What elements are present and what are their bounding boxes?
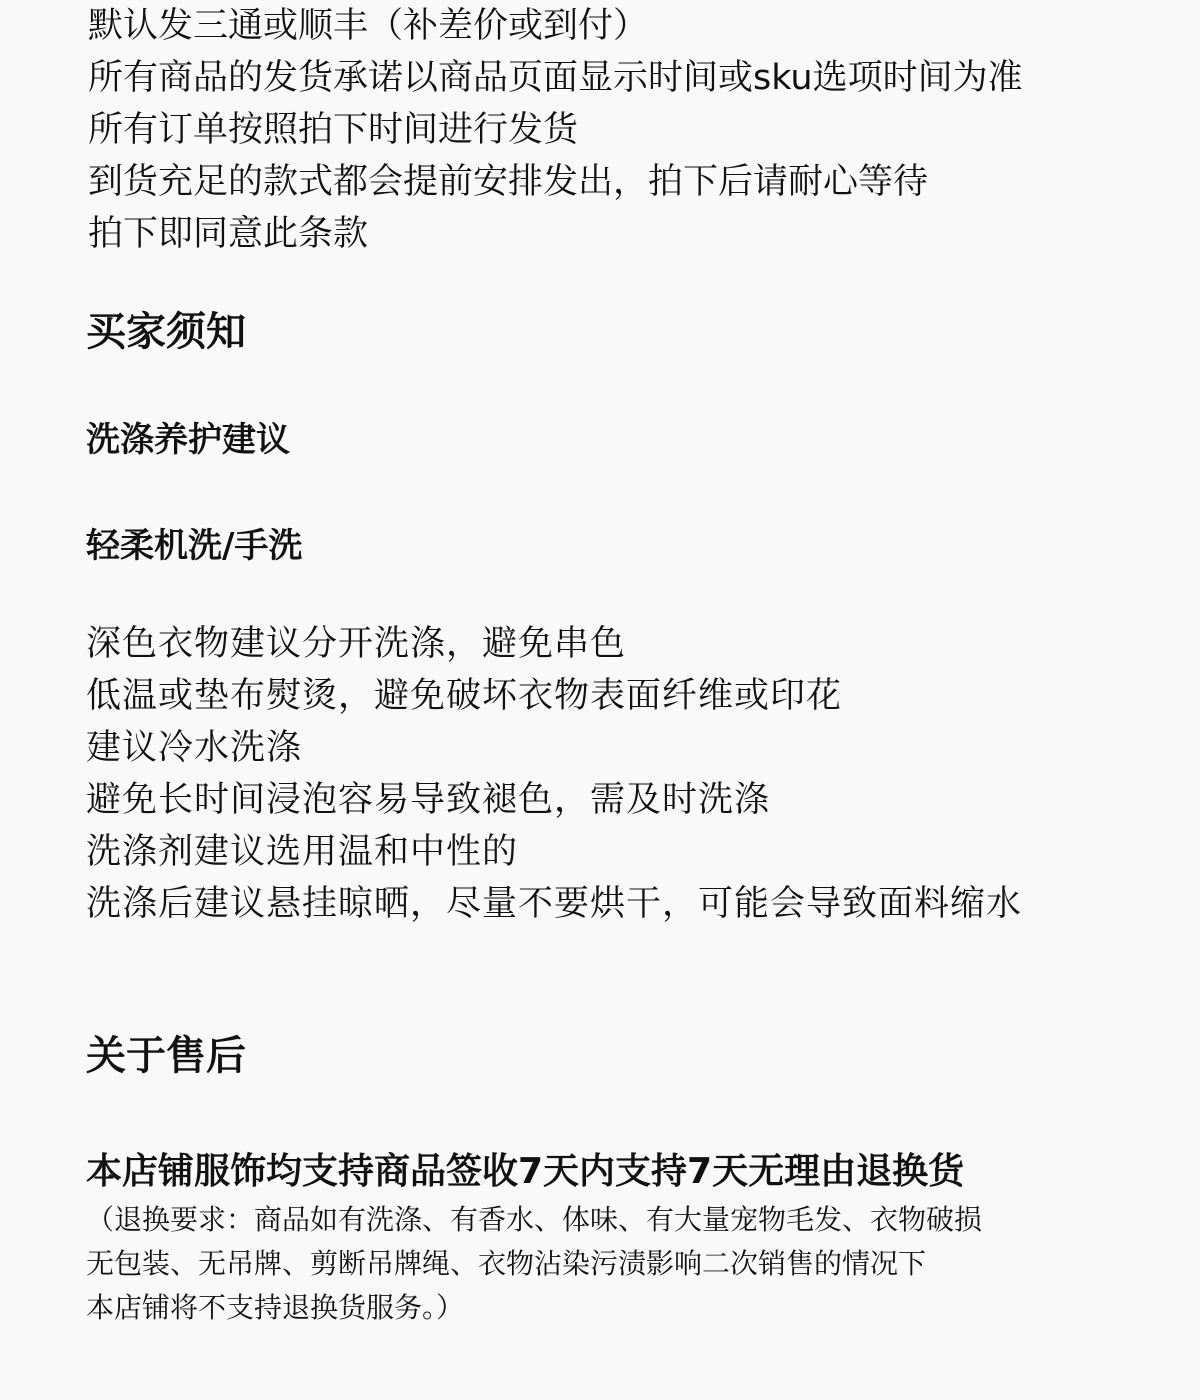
after-sales-heading: 关于售后: [86, 1033, 246, 1079]
care-advice-heading: 洗涤养护建议: [86, 420, 290, 460]
return-note-line: 无包装、无吊牌、剪断吊牌绳、衣物沾染污渍影响二次销售的情况下: [86, 1247, 927, 1280]
care-line: 深色衣物建议分开洗涤，避免串色: [86, 624, 627, 664]
return-policy: 本店铺服饰均支持商品签收7天内支持7天无理由退换货: [86, 1151, 965, 1192]
shipping-line: 拍下即同意此条款: [88, 214, 369, 254]
care-line: 避免长时间浸泡容易导致褪色，需及时洗涤: [86, 780, 771, 820]
care-line: 洗涤剂建议选用温和中性的: [86, 832, 519, 872]
shipping-line: 所有商品的发货承诺以商品页面显示时间或sku选项时间为准: [88, 58, 1023, 98]
care-instructions: [86, 618, 1022, 930]
shipping-line: 默认发三通或顺丰（补差价或到付）: [88, 6, 649, 46]
care-line: 洗涤后建议悬挂晾晒，尽量不要烘干，可能会导致面料缩水: [86, 884, 1023, 924]
care-line: 低温或垫布熨烫，避免破坏衣物表面纤维或印花: [86, 676, 843, 716]
return-requirements: [86, 1198, 982, 1330]
shipping-line: 到货充足的款式都会提前安排发出，拍下后请耐心等待: [88, 162, 929, 202]
shipping-terms: [88, 0, 1023, 260]
care-line: 建议冷水洗涤: [86, 728, 303, 768]
return-note-line: （退换要求：商品如有洗涤、有香水、体味、有大量宠物毛发、衣物破损: [86, 1203, 983, 1236]
wash-method-heading: 轻柔机洗/手洗: [86, 526, 303, 566]
shipping-line: 所有订单按照拍下时间进行发货: [88, 110, 579, 150]
buyer-notice-heading: 买家须知: [86, 309, 246, 355]
return-note-line: 本店铺将不支持退换货服务。）: [86, 1291, 465, 1324]
